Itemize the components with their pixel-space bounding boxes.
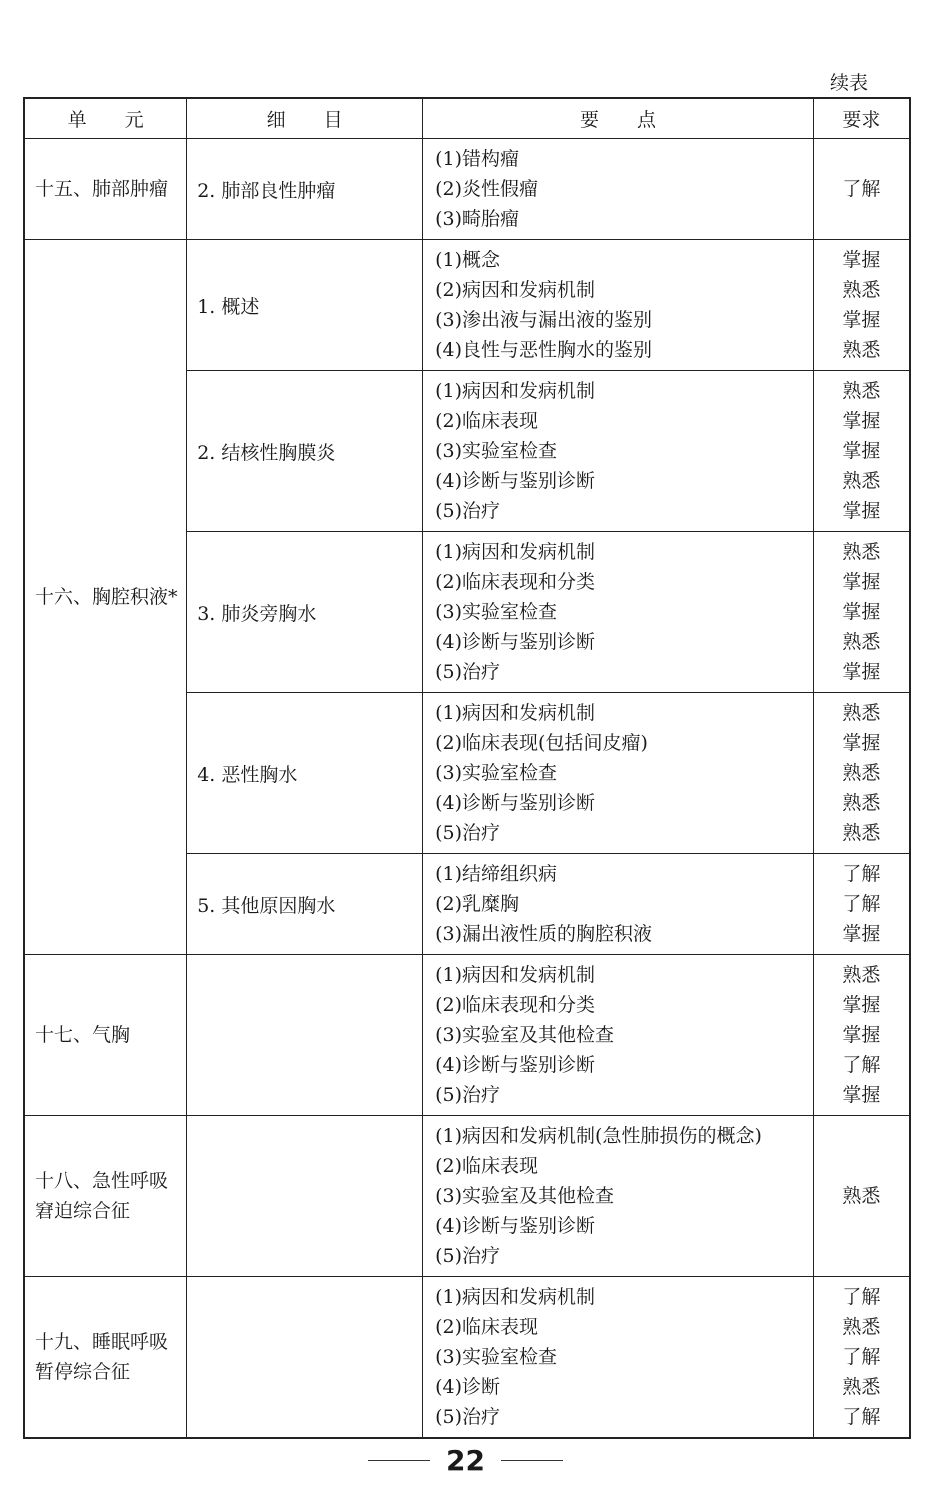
requirement-line: 掌握 xyxy=(842,923,881,945)
points-cell xyxy=(423,1116,814,1277)
requirement-line: 熟悉 xyxy=(842,631,881,653)
requirement-line: 了解 xyxy=(842,178,881,200)
requirement-line: 了解 xyxy=(842,1286,881,1308)
requirement-line: 熟悉 xyxy=(842,822,881,844)
requirement-line: 掌握 xyxy=(842,732,881,754)
requirement-line: 掌握 xyxy=(842,410,881,432)
requirement-cell xyxy=(813,1277,910,1439)
requirement-line: 熟悉 xyxy=(842,1376,881,1398)
points-cell xyxy=(423,371,814,532)
page-number: 22 xyxy=(446,1444,485,1477)
point-line: (4)诊断与鉴别诊断 xyxy=(435,631,596,653)
points-cell xyxy=(423,532,814,693)
requirement-line: 熟悉 xyxy=(842,339,881,361)
requirement-cell xyxy=(813,955,910,1116)
requirement-cell xyxy=(813,1116,910,1277)
point-line: (3)渗出液与漏出液的鉴别 xyxy=(435,309,653,331)
table-row xyxy=(24,240,910,371)
point-line: (3)畸胎瘤 xyxy=(435,208,520,230)
item-cell: 4. 恶性胸水 xyxy=(187,693,423,854)
item-cell xyxy=(187,1277,423,1439)
point-line: (2)临床表现和分类 xyxy=(435,571,596,593)
unit-cell xyxy=(24,1277,187,1439)
point-line: (3)实验室及其他检查 xyxy=(435,1185,615,1207)
requirement-line: 掌握 xyxy=(842,994,881,1016)
unit-line: 暂停综合征 xyxy=(35,1361,131,1383)
point-line: (2)临床表现 xyxy=(435,410,539,432)
header-points: 要 点 xyxy=(423,98,814,139)
page-footer xyxy=(0,1444,931,1477)
point-line: (3)实验室检查 xyxy=(435,762,558,784)
requirement-line: 掌握 xyxy=(842,249,881,271)
point-line: (3)实验室检查 xyxy=(435,1346,558,1368)
requirement-line: 熟悉 xyxy=(842,762,881,784)
item-cell: 3. 肺炎旁胸水 xyxy=(187,532,423,693)
points-cell xyxy=(423,693,814,854)
syllabus-table xyxy=(23,97,911,1439)
point-line: (5)治疗 xyxy=(435,822,501,844)
point-line: (1)病因和发病机制 xyxy=(435,1286,596,1308)
requirement-line: 熟悉 xyxy=(842,279,881,301)
point-line: (1)病因和发病机制 xyxy=(435,964,596,986)
table-row xyxy=(24,1116,910,1277)
point-line: (1)病因和发病机制 xyxy=(435,702,596,724)
unit-cell: 十六、胸腔积液* xyxy=(24,240,187,955)
requirement-line: 掌握 xyxy=(842,1084,881,1106)
point-line: (2)临床表现 xyxy=(435,1155,539,1177)
requirement-line: 掌握 xyxy=(842,500,881,522)
point-line: (5)治疗 xyxy=(435,1406,501,1428)
point-line: (1)病因和发病机制(急性肺损伤的概念) xyxy=(435,1125,762,1147)
requirement-line: 掌握 xyxy=(842,601,881,623)
requirement-cell xyxy=(813,371,910,532)
header-item: 细 目 xyxy=(187,98,423,139)
requirement-line: 掌握 xyxy=(842,1024,881,1046)
point-line: (3)实验室检查 xyxy=(435,601,558,623)
point-line: (2)临床表现 xyxy=(435,1316,539,1338)
points-cell xyxy=(423,139,814,240)
point-line: (2)临床表现(包括间皮瘤) xyxy=(435,732,648,754)
unit-line: 十八、急性呼吸 xyxy=(35,1170,169,1192)
point-line: (4)良性与恶性胸水的鉴别 xyxy=(435,339,653,361)
points-cell xyxy=(423,955,814,1116)
requirement-line: 掌握 xyxy=(842,661,881,683)
requirement-line: 了解 xyxy=(842,863,881,885)
point-line: (5)治疗 xyxy=(435,661,501,683)
point-line: (1)病因和发病机制 xyxy=(435,380,596,402)
point-line: (1)概念 xyxy=(435,249,501,271)
requirement-cell xyxy=(813,693,910,854)
point-line: (4)诊断与鉴别诊断 xyxy=(435,1054,596,1076)
item-cell xyxy=(187,955,423,1116)
points-cell xyxy=(423,240,814,371)
header-requirement: 要求 xyxy=(813,98,910,139)
requirement-line: 掌握 xyxy=(842,571,881,593)
requirement-line: 掌握 xyxy=(842,309,881,331)
item-cell xyxy=(187,1116,423,1277)
table-header-row xyxy=(24,98,910,139)
point-line: (4)诊断与鉴别诊断 xyxy=(435,792,596,814)
requirement-line: 熟悉 xyxy=(842,792,881,814)
table-row xyxy=(24,1277,910,1439)
unit-cell xyxy=(24,1116,187,1277)
requirement-line: 掌握 xyxy=(842,440,881,462)
table-row xyxy=(24,139,910,240)
requirement-line: 熟悉 xyxy=(842,964,881,986)
point-line: (1)结缔组织病 xyxy=(435,863,558,885)
requirement-line: 熟悉 xyxy=(842,541,881,563)
point-line: (4)诊断与鉴别诊断 xyxy=(435,1215,596,1237)
continued-label: 续表 xyxy=(830,72,869,94)
requirement-cell xyxy=(813,854,910,955)
item-cell: 5. 其他原因胸水 xyxy=(187,854,423,955)
point-line: (4)诊断与鉴别诊断 xyxy=(435,470,596,492)
footer-rule-left xyxy=(368,1460,430,1461)
point-line: (2)临床表现和分类 xyxy=(435,994,596,1016)
point-line: (4)诊断 xyxy=(435,1376,501,1398)
point-line: (2)病因和发病机制 xyxy=(435,279,596,301)
footer-rule-right xyxy=(501,1460,563,1461)
point-line: (2)乳糜胸 xyxy=(435,893,520,915)
unit-cell: 十五、肺部肿瘤 xyxy=(24,139,187,240)
requirement-line: 了解 xyxy=(842,1054,881,1076)
point-line: (5)治疗 xyxy=(435,1084,501,1106)
point-line: (3)实验室检查 xyxy=(435,440,558,462)
requirement-line: 熟悉 xyxy=(842,380,881,402)
points-cell xyxy=(423,1277,814,1439)
requirement-line: 熟悉 xyxy=(842,1185,881,1207)
point-line: (3)实验室及其他检查 xyxy=(435,1024,615,1046)
point-line: (5)治疗 xyxy=(435,1245,501,1267)
table-row xyxy=(24,955,910,1116)
requirement-cell xyxy=(813,240,910,371)
point-line: (3)漏出液性质的胸腔积液 xyxy=(435,923,653,945)
header-unit: 单 元 xyxy=(24,98,187,139)
requirement-line: 熟悉 xyxy=(842,702,881,724)
requirement-line: 了解 xyxy=(842,893,881,915)
requirement-cell xyxy=(813,139,910,240)
point-line: (1)错构瘤 xyxy=(435,148,520,170)
requirement-line: 熟悉 xyxy=(842,1316,881,1338)
item-cell: 2. 肺部良性肿瘤 xyxy=(187,139,423,240)
requirement-cell xyxy=(813,532,910,693)
point-line: (5)治疗 xyxy=(435,500,501,522)
requirement-line: 熟悉 xyxy=(842,470,881,492)
item-cell: 2. 结核性胸膜炎 xyxy=(187,371,423,532)
point-line: (1)病因和发病机制 xyxy=(435,541,596,563)
points-cell xyxy=(423,854,814,955)
requirement-line: 了解 xyxy=(842,1346,881,1368)
unit-cell: 十七、气胸 xyxy=(24,955,187,1116)
unit-line: 十九、睡眠呼吸 xyxy=(35,1331,169,1353)
item-cell: 1. 概述 xyxy=(187,240,423,371)
unit-line: 窘迫综合征 xyxy=(35,1200,131,1222)
requirement-line: 了解 xyxy=(842,1406,881,1428)
point-line: (2)炎性假瘤 xyxy=(435,178,539,200)
